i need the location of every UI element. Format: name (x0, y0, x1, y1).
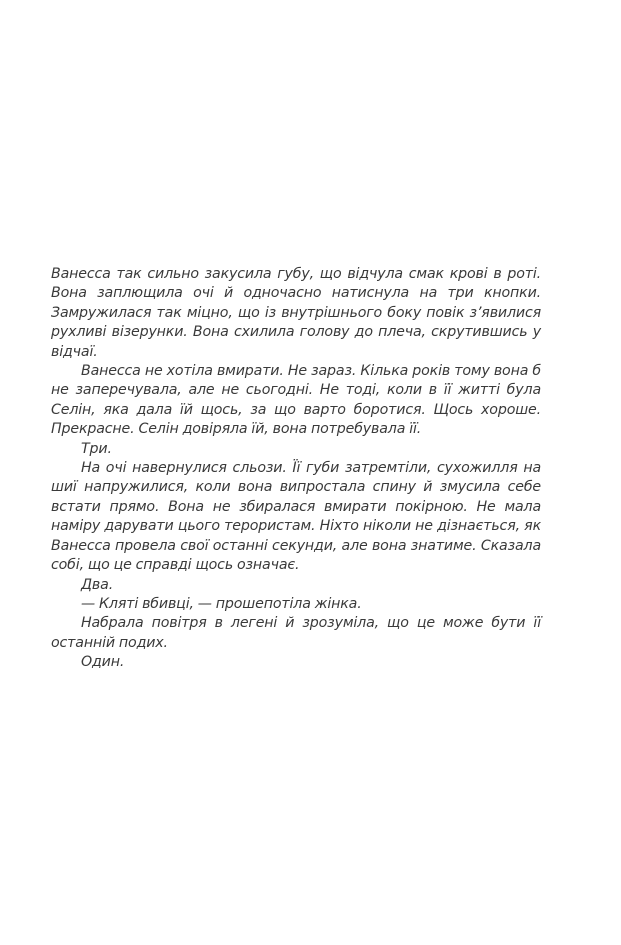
paragraph-3: Три. (81, 440, 112, 457)
page-body-text (51, 265, 541, 673)
paragraph-2: Ванесса не хотіла вмирати. Не зараз. Кілька років тому вона б не заперечувала, але не сьогодні. Не тоді, коли в її житті була Селін, яка дала їй щось, за що варто боротися. Щось хороше. Прекрасне. Селін довіряла їй, вона потребувала її. (51, 363, 541, 438)
paragraph-7: Набрала повітря в легені й зрозуміла, що це може бути її останній подих. (51, 615, 541, 651)
paragraph-5: Два. (81, 576, 114, 593)
paragraph-8: Один. (81, 654, 125, 671)
paragraph-6: — Кляті вбивці, — прошепотіла жінка. (81, 595, 362, 612)
paragraph-1: Ванесса так сильно закусила губу, що відчула смак крові в роті. Вона заплющила очі й одночасно натиснула на три кнопки. Замружилася так міцно, що із внутрішнього боку повік з’явилися рухливі візерунки. Вона схилила голову до плеча, скрутившись у відчаї. (51, 266, 541, 360)
paragraph-4: На очі навернулися сльози. Її губи затремтіли, сухожилля на шиї напружилися, коли вона випростала спину й змусила себе встати прямо. Вона не збиралася вмирати покірною. Не мала наміру дарувати цього терористам. Ніхто ніколи не дізнається, як Ванесса провела свої останні секунди, але вона знатиме. Сказала собі, що це справді щось означає. (51, 460, 541, 574)
